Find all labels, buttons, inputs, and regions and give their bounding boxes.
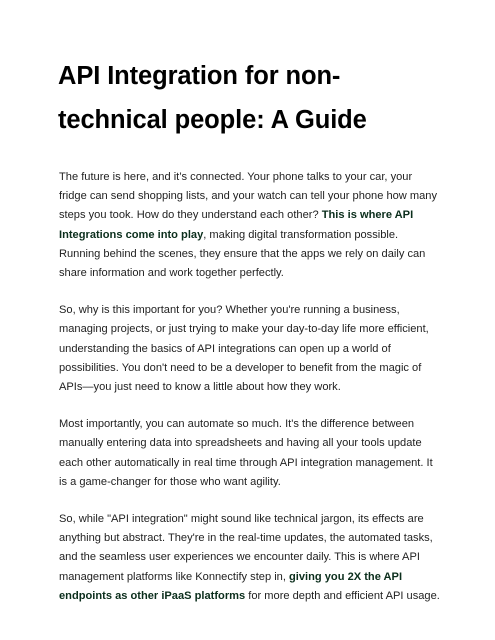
paragraph-text: , making digital transformation possible. Running behind the scenes, they ensure that the apps we rely on daily can share information and work together perfectly. [59, 228, 426, 280]
paragraph-text: for more depth and efficient API usage. [245, 589, 440, 602]
paragraph-automation [59, 415, 441, 492]
paragraph-text: The future is here, and it’s connected. Your phone talks to your car, your fridge can send shopping lists, and your watch can tell your phone how many steps you took. How do they understand each other? [59, 171, 438, 222]
page-title: API Integration for non-technical people: A Guide [58, 62, 367, 134]
paragraph-intro [59, 168, 441, 283]
paragraph-text: So, while "API integration" might sound like technical jargon, its effects are anything but abstract. They're in the real-time updates, the automated tasks, and the seamless user experiences we encounter daily. This is where API management platforms like Konnectify step in, [59, 513, 433, 583]
highlight-text: This is where API Integrations come into play [59, 209, 414, 241]
highlight-text: giving you 2X the API endpoints as other iPaaS platforms [59, 570, 403, 602]
paragraph-konnectify [59, 510, 441, 606]
paragraph-why-important [59, 301, 441, 397]
paragraph-text: Most importantly, you can automate so much. It's the difference between manually entering data into spreadsheets and having all your tools update each other automatically in real time through API integration management. It is a game-changer for those who want agility. [59, 418, 433, 488]
article-body [59, 168, 441, 624]
paragraph-text: So, why is this important for you? Whether you're running a business, managing projects, or just trying to make your day-to-day life more efficient, understanding the basics of API integrations can open up a world of possibilities. You don't need to be a developer to benefit from the magic of APIs—you just need to know a little about how they work. [59, 304, 429, 394]
